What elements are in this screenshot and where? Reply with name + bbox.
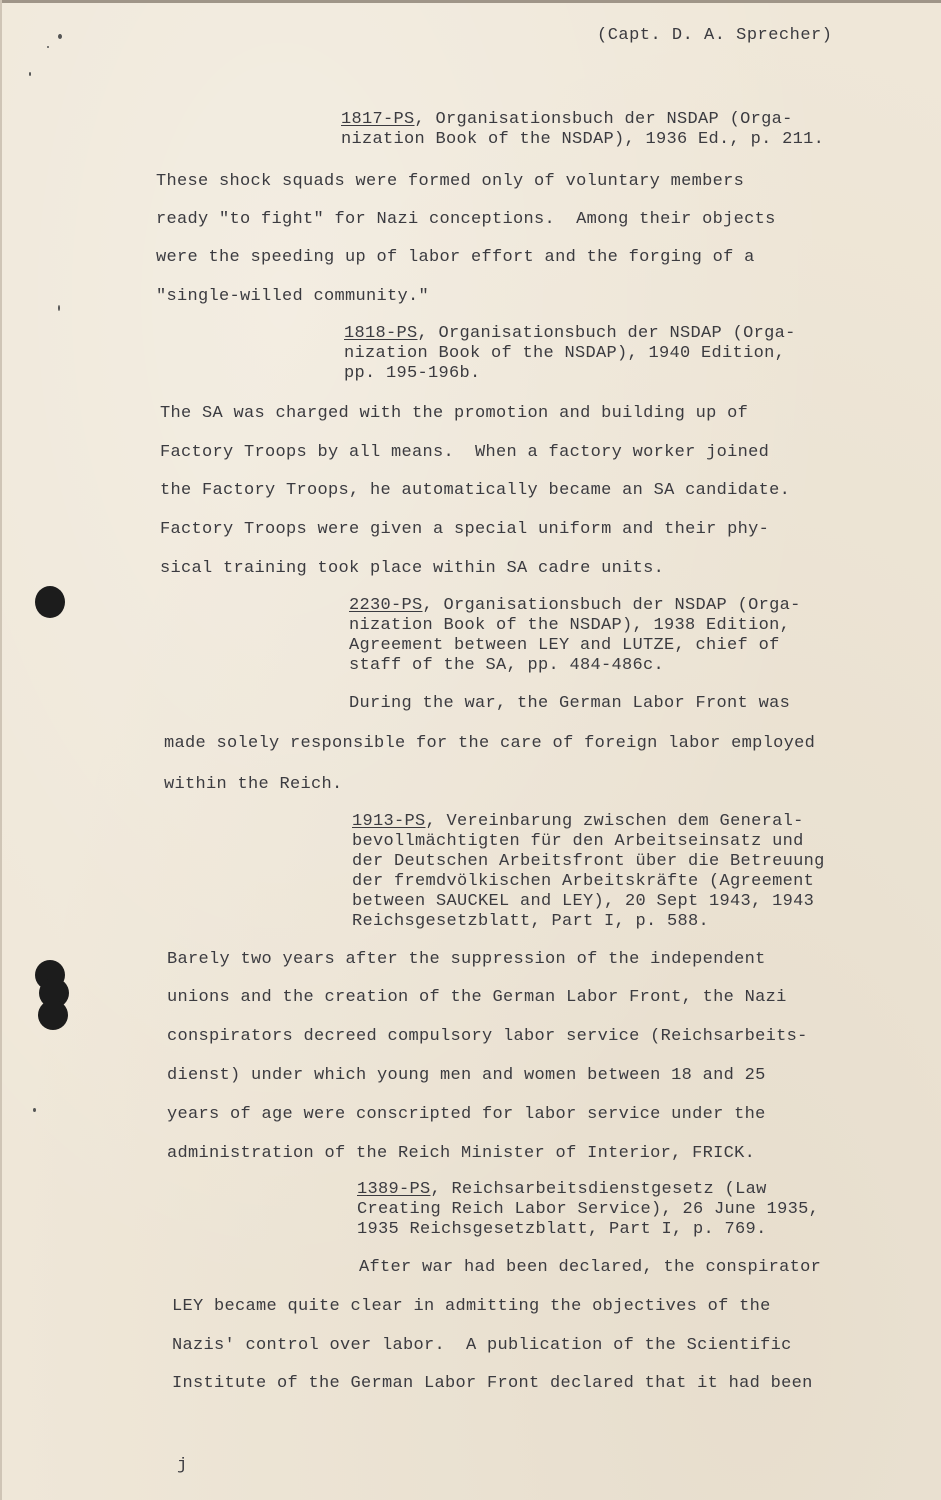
text-line: Institute of the German Labor Front declared that it had been	[172, 1374, 813, 1393]
text-line: administration of the Reich Minister of Interior, FRICK.	[167, 1144, 756, 1163]
text-line: These shock squads were formed only of voluntary members	[156, 172, 745, 191]
text-line: years of age were conscripted for labor service under the	[167, 1105, 766, 1124]
text-line: within the Reich.	[164, 775, 343, 794]
citation-line: staff of the SA, pp. 484-486c.	[349, 656, 665, 675]
citation-line: nization Book of the NSDAP), 1938 Edition,	[349, 616, 791, 635]
text-line: were the speeding up of labor effort and the forging of a	[156, 248, 755, 267]
citation-line: nization Book of the NSDAP), 1936 Ed., p. 211.	[341, 130, 825, 149]
citation-line: nization Book of the NSDAP), 1940 Edition,	[344, 344, 786, 363]
author-header: (Capt. D. A. Sprecher)	[597, 26, 833, 45]
citation-line: Reichsgesetzblatt, Part I, p. 588.	[352, 912, 710, 931]
citation-line: Agreement between LEY and LUTZE, chief of	[349, 636, 780, 655]
text-line: ready "to fight" for Nazi conceptions. Among their objects	[156, 210, 776, 229]
punch-hole	[35, 586, 65, 618]
text-line: Nazis' control over labor. A publication of the Scientific	[172, 1336, 792, 1355]
punch-hole	[38, 1000, 68, 1030]
text-line: Factory Troops by all means. When a factory worker joined	[160, 443, 770, 462]
text-line: Factory Troops were given a special uniform and their phy-	[160, 520, 770, 539]
text-line: made solely responsible for the care of foreign labor employed	[164, 734, 816, 753]
citation-line: Creating Reich Labor Service), 26 June 1935,	[357, 1200, 820, 1219]
citation-line: 1913-PS, Vereinbarung zwischen dem General-	[352, 812, 804, 831]
citation-line: bevollmächtigten für den Arbeitseinsatz und	[352, 832, 804, 851]
text-line: sical training took place within SA cadre units.	[160, 559, 665, 578]
text-line: the Factory Troops, he automatically became an SA candidate.	[160, 481, 791, 500]
citation-line: der Deutschen Arbeitsfront über die Betreuung	[352, 852, 825, 871]
text-line: The SA was charged with the promotion and building up of	[160, 404, 749, 423]
text-line: unions and the creation of the German Labor Front, the Nazi	[167, 988, 787, 1007]
citation-line: 1389-PS, Reichsarbeitsdienstgesetz (Law	[357, 1180, 767, 1199]
footer-mark: j	[177, 1456, 188, 1475]
citation-line: 2230-PS, Organisationsbuch der NSDAP (Orga-	[349, 596, 801, 615]
margin-speck	[47, 46, 49, 48]
text-line: During the war, the German Labor Front was	[349, 694, 791, 713]
margin-speck	[58, 305, 60, 311]
citation-line: 1817-PS, Organisationsbuch der NSDAP (Orga-	[341, 110, 793, 129]
margin-speck	[58, 34, 62, 39]
text-line: "single-willed community."	[156, 287, 430, 306]
text-line: Barely two years after the suppression of the independent	[167, 950, 766, 969]
margin-speck	[33, 1108, 36, 1112]
text-line: After war had been declared, the conspirator	[359, 1258, 822, 1277]
text-line: LEY became quite clear in admitting the objectives of the	[172, 1297, 771, 1316]
citation-line: pp. 195-196b.	[344, 364, 481, 383]
margin-speck	[29, 72, 31, 76]
citation-line: 1935 Reichsgesetzblatt, Part I, p. 769.	[357, 1220, 767, 1239]
page-top-edge	[0, 0, 941, 3]
text-line: dienst) under which young men and women between 18 and 25	[167, 1066, 766, 1085]
citation-line: der fremdvölkischen Arbeitskräfte (Agreement	[352, 872, 815, 891]
citation-line: between SAUCKEL and LEY), 20 Sept 1943, 1943	[352, 892, 815, 911]
text-line: conspirators decreed compulsory labor service (Reichsarbeits-	[167, 1027, 808, 1046]
citation-line: 1818-PS, Organisationsbuch der NSDAP (Orga-	[344, 324, 796, 343]
page-left-edge	[0, 0, 2, 1500]
